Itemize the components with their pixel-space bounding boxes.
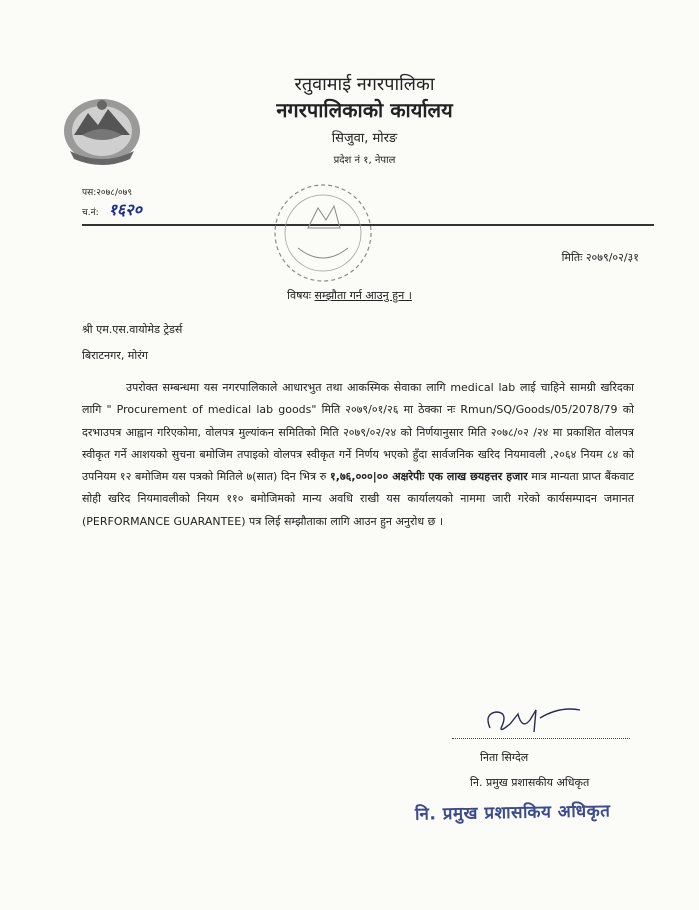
- dispatch-label: च.नं:: [82, 208, 99, 218]
- body-part-1: उपरोक्त सम्बन्धमा यस नगरपालिकाले आधारभुत तथा आकस्मिक सेवाका लागि medical lab लाई चाहिने सामग्री खरिदका लागि " Procurement of medical lab goods" मिति २०७९/०१/२६ मा ठेक्का नः Rmun/SQ/Goods/05/2078/79 को दरभाउपत्र आह्वान गरिएकोमा, वोलपत्र मुल्यांकन समितिको मिति २०७९/०२/२४ को निर्णयानुसार मिति २०७८/०२ /२४ मा प्रकाशित वोलपत्र स्वीकृत गर्ने आशयको सुचना बमोजिम तपाइको वोलपत्र स्वीकृत गर्ने निर्णय भएको हुँदा सार्वजनिक खरिद नियमावली ,२०६४ नियम ८४ को उपनियम १२ बमोजिम यस पत्रको मितिले ७(सात) दिन भित्र रु: [82, 381, 634, 484]
- fiscal-year-ref: पस:२०७८/०७९: [82, 188, 133, 198]
- province-line: प्रदेश नं १, नेपाल: [333, 155, 396, 166]
- subject-text: सम्झौता गर्न आउनु हुन ।: [314, 289, 412, 302]
- signature-icon: [480, 700, 585, 740]
- municipality-name: रतुवामाई नगरपालिका: [294, 74, 435, 95]
- letter-body: [82, 377, 634, 533]
- letter-date: मितिः २०७९/०२/३१: [561, 251, 639, 264]
- subject-line: [0, 288, 699, 303]
- signatory-title: नि. प्रमुख प्रशासकीय अधिकृत: [470, 776, 590, 789]
- dispatch-number: १६२०: [108, 200, 142, 219]
- recipient-name: श्री एम.एस.वायोमेड ट्रेडर्स: [82, 323, 183, 336]
- body-amount: १,७६,०००|०० अक्षरेपीः एक लाख छयहत्तर हजार: [330, 470, 528, 484]
- recipient-address: बिराटनगर, मोरंग: [82, 349, 148, 362]
- dispatch-ref: [82, 198, 142, 220]
- body-part-2: मात्र मान्यता प्राप्त बैंकवाट सोही खरिद नियमावलीको नियम ११० बमोजिमको मान्य अवधि राखी यस कार्यालयको नाममा जारी गरेको कार्यसम्पादन जमानत (PERFORMANCE GUARANTEE) पत्र लिई सम्झौताका लागि आउन हुन अनुरोध छ ।: [82, 470, 634, 528]
- office-seal-icon: [268, 178, 378, 288]
- signature-line: [452, 738, 630, 739]
- signatory-name: निता सिग्देल: [480, 751, 529, 764]
- subject-label: विषयः: [287, 289, 312, 302]
- designation-stamp: नि. प्रमुख प्रशासकिय अधिकृत: [414, 801, 611, 825]
- office-title: नगरपालिकाको कार्यालय: [276, 98, 453, 122]
- office-location: सिजुवा, मोरङ: [331, 131, 398, 146]
